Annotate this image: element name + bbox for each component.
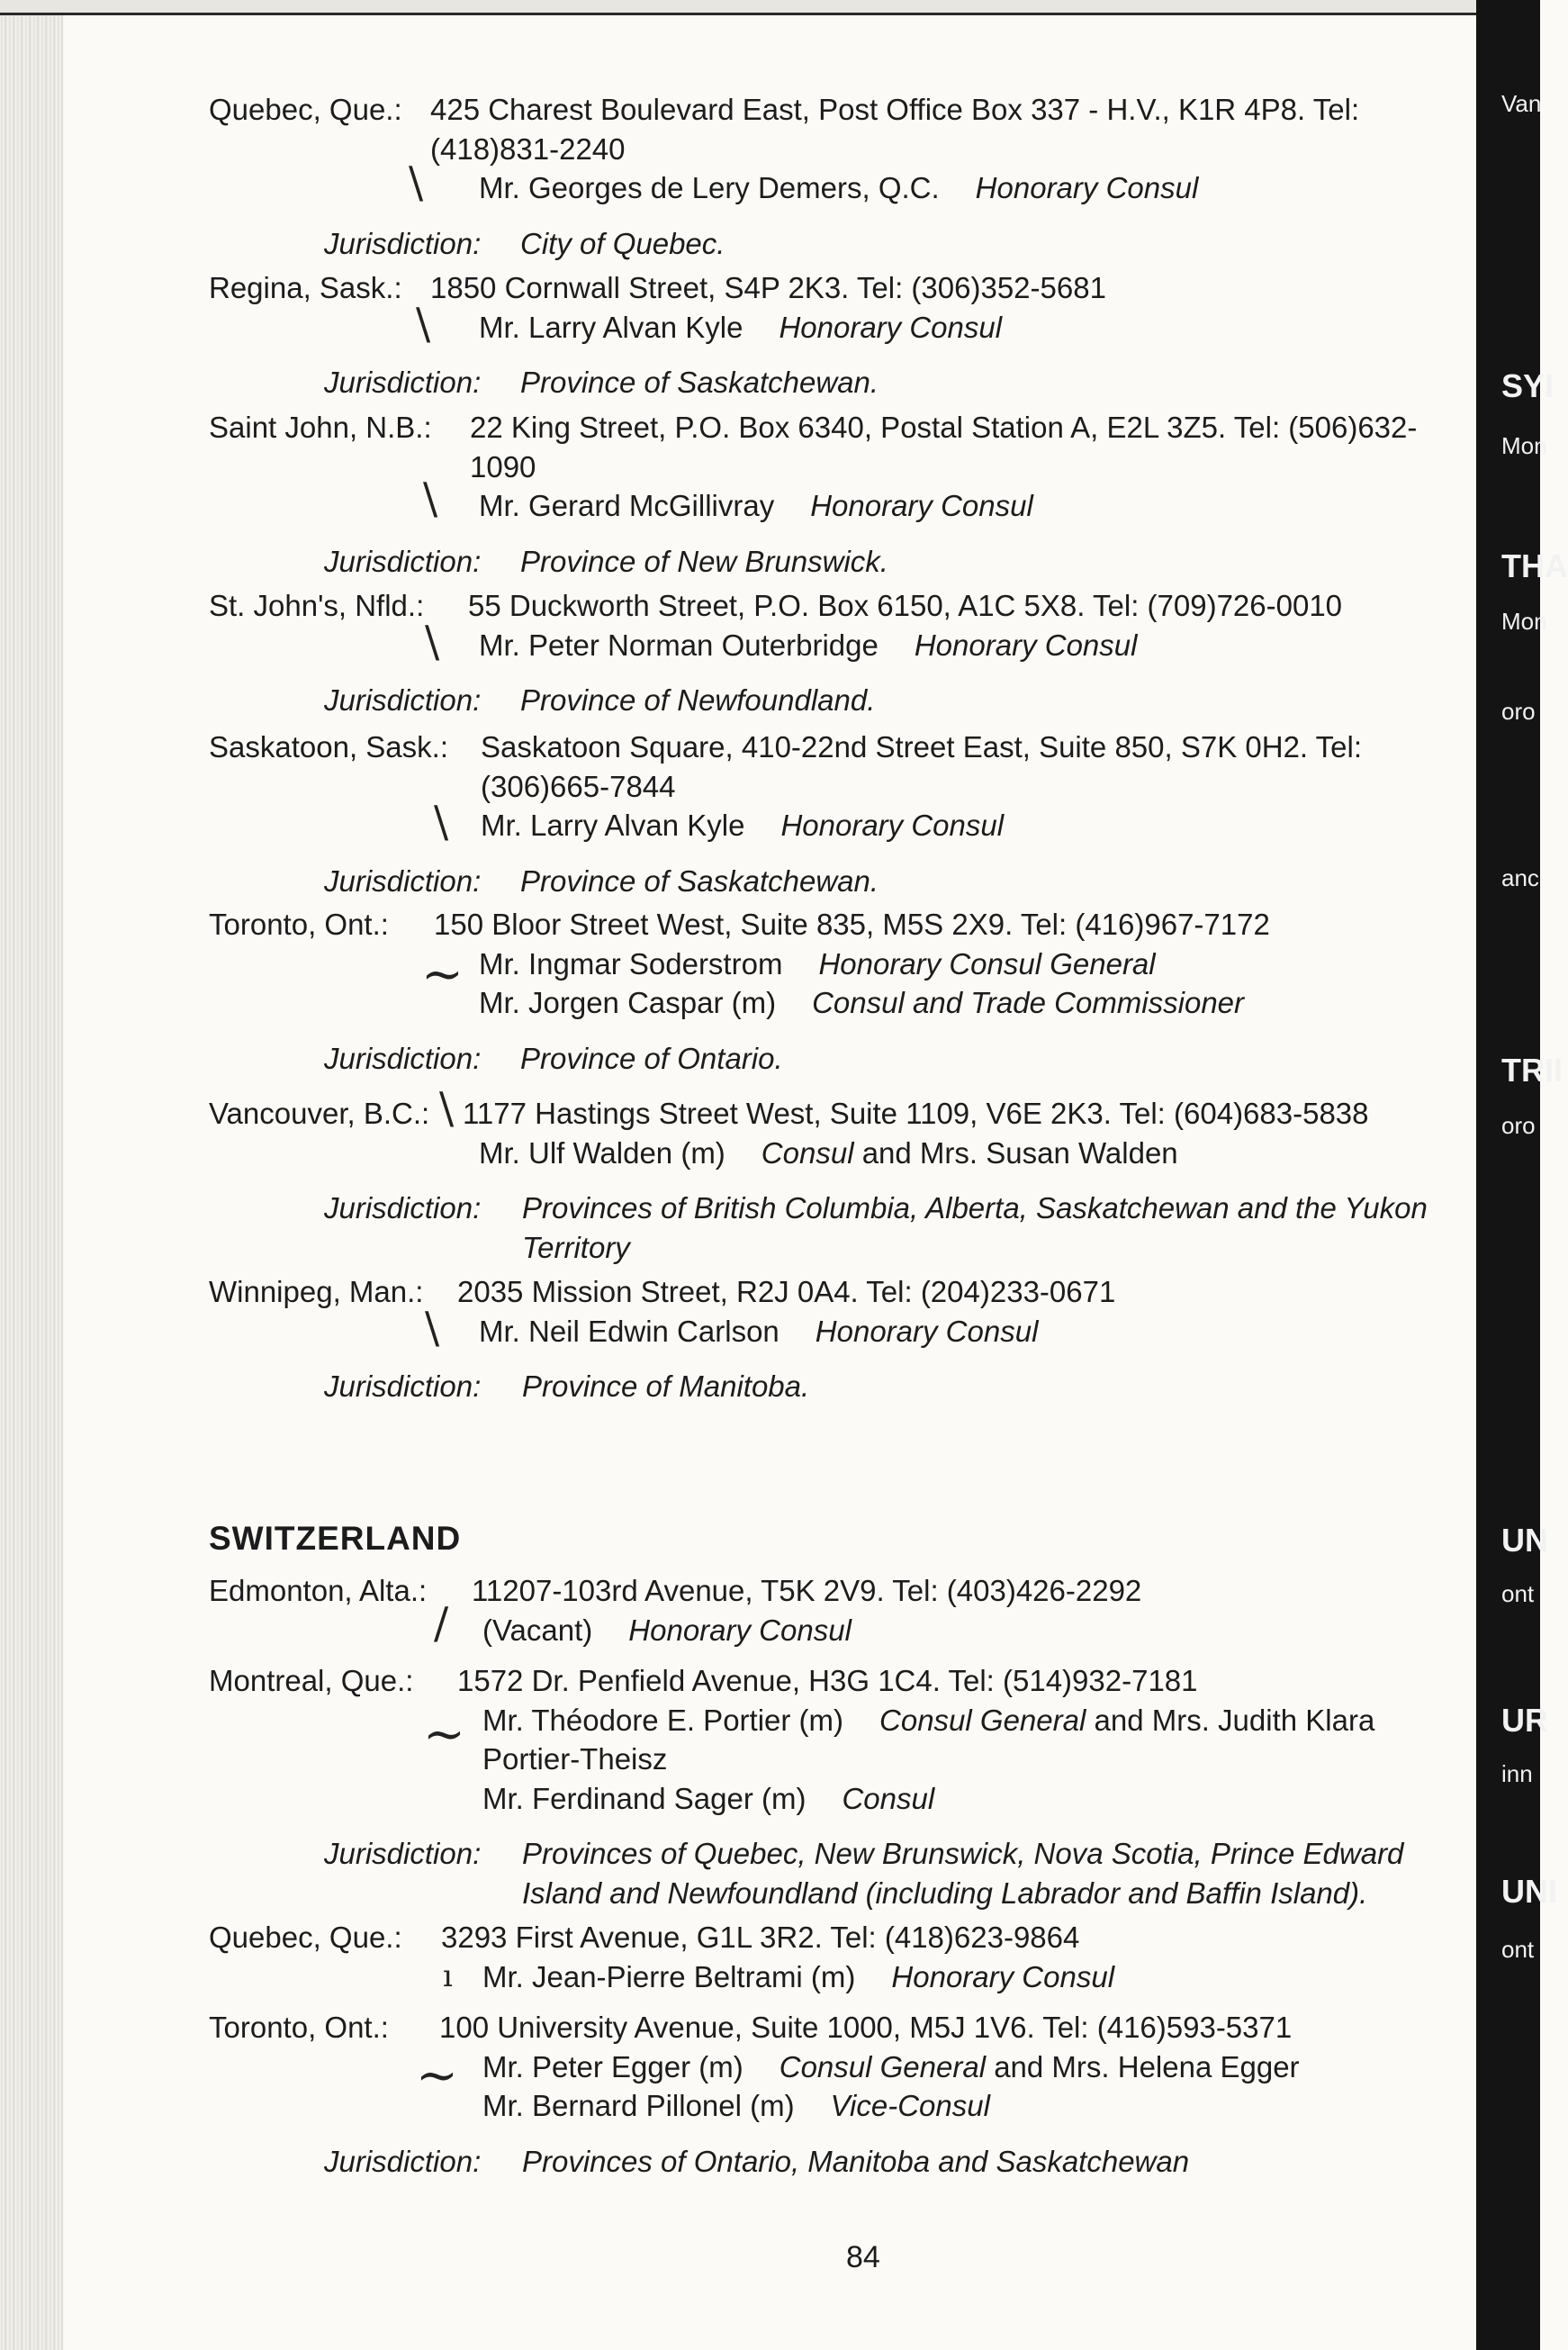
margin-fragment: inn [1501, 1760, 1533, 1787]
jurisdiction-line [324, 1039, 1464, 1079]
person-name: (Vacant) [482, 1613, 593, 1647]
consulate-entry [209, 90, 1464, 263]
person-extra: and Mrs. Susan Walden [861, 1135, 1178, 1170]
consul-person [416, 2046, 1464, 2105]
jurisdiction-label: Jurisdiction: [324, 1191, 482, 1225]
consul-person [434, 1597, 1464, 1650]
top-border [0, 0, 1494, 15]
person-title: Consul [761, 1135, 854, 1170]
handwritten-tick-mark: ı [443, 1957, 453, 1994]
consulate-entry [209, 1083, 1464, 1267]
person-name: Mr. Peter Norman Outerbridge [479, 628, 879, 662]
jurisdiction-value: Province of Ontario. [520, 1041, 783, 1075]
margin-fragment: oro [1501, 1112, 1536, 1139]
consulate-entry [209, 408, 1464, 581]
entry-city: Montreal, Que.: [209, 1664, 414, 1697]
person-title: Honorary Consul [914, 628, 1138, 662]
jurisdiction-label: Jurisdiction: [324, 544, 482, 578]
jurisdiction-label: Jurisdiction: [324, 1837, 482, 1871]
consul-person [423, 474, 1464, 526]
handwritten-bracket-mark: ~ [421, 945, 464, 1004]
consul-person [434, 797, 1464, 848]
handwritten-tick-mark: \ [416, 298, 431, 349]
consul-person [425, 1302, 1464, 1353]
jurisdiction-value: Province of Saskatchewan. [520, 863, 879, 898]
consul-person [416, 298, 1464, 349]
entry-address: Saskatoon Square, 410-22nd Street East, Suite 850, S7K 0H2. Tel: (306)665-7844 [481, 730, 1363, 803]
handwritten-bracket-mark: ~ [416, 2046, 458, 2105]
margin-fragment: ont [1501, 1936, 1535, 1963]
person-name: Mr. Ingmar Soderstrom [479, 946, 783, 981]
entry-city: Saskatoon, Sask.: [209, 730, 448, 764]
handwritten-tick-mark: \ [425, 1302, 440, 1353]
entry-city: Quebec, Que.: [209, 93, 402, 126]
entry-city: Vancouver, B.C.: [209, 1097, 430, 1130]
person-title: Consul General [879, 1703, 1086, 1737]
entry-address: 11207-103rd Avenue, T5K 2V9. Tel: (403)426-2292 [472, 1574, 1142, 1607]
jurisdiction-line [324, 363, 1464, 402]
jurisdiction-label: Jurisdiction: [324, 226, 482, 260]
consulate-entry [209, 1661, 1464, 1912]
entry-address: 3293 First Avenue, G1L 3R2. Tel: (418)623-9864 [441, 1921, 1080, 1954]
entry-city: Winnipeg, Man.: [209, 1275, 424, 1308]
jurisdiction-label: Jurisdiction: [324, 366, 482, 400]
consul-person [482, 2086, 1464, 2126]
entry-address: 100 University Avenue, Suite 1000, M5J 1V6. Tel: (416)593-5371 [439, 2011, 1293, 2044]
person-extra: and Mrs. Helena Egger [994, 2049, 1300, 2083]
consulate-entry [209, 2008, 1464, 2181]
handwritten-tick-mark: / [434, 1597, 449, 1649]
entry-city: St. John's, Nfld.: [209, 589, 425, 622]
handwritten-tick-mark: \ [423, 474, 438, 525]
person-name: Mr. Larry Alvan Kyle [479, 310, 743, 344]
person-name: Mr. Neil Edwin Carlson [479, 1314, 779, 1348]
person-title: Honorary Consul [628, 1613, 852, 1647]
section-heading-switzerland: SWITZERLAND [209, 1520, 462, 1557]
consulate-entry [209, 1918, 1464, 1996]
margin-fragment: Van [1501, 90, 1542, 117]
jurisdiction-label: Jurisdiction: [324, 683, 482, 718]
scanned-page-left-edge [0, 0, 63, 2350]
jurisdiction-value: City of Quebec. [520, 226, 725, 260]
margin-fragment: Mon [1501, 432, 1547, 459]
jurisdiction-line [324, 542, 1464, 582]
person-title: Vice-Consul [830, 2089, 990, 2123]
adjacent-page-strip [1476, 0, 1568, 2350]
consulate-entry [209, 1571, 1464, 1650]
entry-address: 1850 Cornwall Street, S4P 2K3. Tel: (306)352-5681 [430, 271, 1106, 304]
jurisdiction-line [324, 681, 1464, 720]
person-name: Mr. Ulf Walden (m) [479, 1135, 725, 1170]
entry-city: Saint John, N.B.: [209, 411, 432, 444]
margin-fragment: SYI [1501, 367, 1554, 404]
margin-fragment: UN [1501, 1522, 1548, 1559]
jurisdiction-line [324, 2142, 1464, 2182]
person-name: Mr. Larry Alvan Kyle [481, 809, 745, 843]
consul-person [479, 983, 1464, 1023]
person-title: Consul and Trade Commissioner [812, 986, 1245, 1020]
jurisdiction-label: Jurisdiction: [324, 1369, 482, 1404]
consulate-entry [209, 728, 1464, 900]
entry-city: Edmonton, Alta.: [209, 1574, 428, 1607]
consulate-entry [209, 586, 1464, 720]
entry-city: Toronto, Ont.: [209, 2011, 389, 2044]
person-title: Honorary Consul [810, 489, 1033, 523]
person-title: Honorary Consul [779, 310, 1003, 344]
person-name: Mr. Théodore E. Portier (m) [482, 1703, 844, 1737]
jurisdiction-label: Jurisdiction: [324, 2144, 482, 2178]
entry-city: Quebec, Que.: [209, 1921, 402, 1954]
person-title: Honorary Consul General [818, 946, 1156, 981]
margin-fragment: UNI [1501, 1873, 1557, 1910]
person-title: Honorary Consul [780, 809, 1005, 843]
entry-address: 425 Charest Boulevard East, Post Office Box 337 - H.V., K1R 4P8. Tel: (418)831-2240 [430, 93, 1360, 166]
jurisdiction-value: Province of Manitoba. [522, 1369, 810, 1404]
person-title: Honorary Consul [891, 1959, 1115, 1993]
handwritten-tick-mark: \ [425, 616, 440, 667]
consul-person [443, 1957, 1464, 1997]
jurisdiction-value: Provinces of Ontario, Manitoba and Saskatchewan [522, 2144, 1190, 2178]
jurisdiction-value: Provinces of British Columbia, Alberta, Saskatchewan and the Yukon Territory [522, 1191, 1428, 1264]
margin-fragment: anc [1501, 864, 1539, 891]
margin-fragment: Mon [1501, 608, 1547, 635]
entry-address: 22 King Street, P.O. Box 6340, Postal Station A, E2L 3Z5. Tel: (506)632-1090 [470, 411, 1418, 484]
handwritten-tick-mark: \ [434, 797, 449, 848]
consulate-entry [209, 905, 1464, 1078]
margin-fragment: THA [1501, 547, 1568, 584]
consul-person [482, 1779, 1464, 1819]
page-number: 84 [846, 2240, 880, 2274]
consul-person [479, 1134, 1464, 1173]
person-name: Mr. Peter Egger (m) [482, 2049, 743, 2083]
jurisdiction-value: Province of Newfoundland. [520, 683, 876, 718]
entry-city: Regina, Sask.: [209, 271, 402, 304]
entry-address: 2035 Mission Street, R2J 0A4. Tel: (204)233-0671 [457, 1275, 1116, 1308]
margin-fragment: ont [1501, 1580, 1535, 1607]
handwritten-tick-mark: \ [409, 158, 424, 209]
jurisdiction-line [324, 1189, 1464, 1267]
person-name: Mr. Bernard Pillonel (m) [482, 2089, 795, 2123]
person-title: Honorary Consul [815, 1314, 1039, 1348]
consul-person [409, 158, 1464, 209]
jurisdiction-line [324, 1367, 1464, 1406]
handwritten-tick-mark: \ [439, 1083, 455, 1134]
jurisdiction-value: Province of Saskatchewan. [520, 366, 879, 400]
person-name: Mr. Gerard McGillivray [479, 489, 775, 523]
consul-person [423, 1701, 1464, 1779]
margin-fragment: oro [1501, 698, 1536, 725]
consul-person [425, 616, 1464, 667]
person-name: Mr. Georges de Lery Demers, Q.C. [479, 171, 940, 205]
person-title: Consul General [779, 2049, 987, 2083]
jurisdiction-value: Province of New Brunswick. [520, 544, 888, 578]
consulate-entry [209, 268, 1464, 402]
entry-address: 55 Duckworth Street, P.O. Box 6150, A1C 5X8. Tel: (709)726-0010 [468, 589, 1343, 622]
handwritten-bracket-mark: ~ [423, 1704, 465, 1764]
margin-fragment: TRII [1501, 1052, 1563, 1089]
entry-address: 150 Bloor Street West, Suite 835, M5S 2X9. Tel: (416)967-7172 [434, 908, 1270, 941]
entry-address-text: 1177 Hastings Street West, Suite 1109, V6E 2K3. Tel: (604)683-5838 [463, 1097, 1369, 1130]
person-name: Mr. Jean-Pierre Beltrami (m) [482, 1959, 856, 1993]
entry-city: Toronto, Ont.: [209, 908, 389, 941]
jurisdiction-line [324, 224, 1464, 264]
person-name: Mr. Ferdinand Sager (m) [482, 1781, 807, 1815]
entry-address [439, 1083, 1464, 1134]
person-title: Honorary Consul [975, 171, 1199, 205]
jurisdiction-value: Provinces of Quebec, New Brunswick, Nova Scotia, Prince Edward Island and Newfoundland (including Labrador and Baffin Island). [522, 1837, 1404, 1910]
jurisdiction-line [324, 862, 1464, 901]
jurisdiction-line [324, 1834, 1464, 1912]
jurisdiction-label: Jurisdiction: [324, 1041, 482, 1075]
consulate-entry [209, 1272, 1464, 1406]
person-extra: and Mrs. Judith Klara Portier-Theisz [482, 1703, 1375, 1776]
person-title: Consul [842, 1781, 935, 1815]
person-name: Mr. Jorgen Caspar (m) [479, 986, 777, 1020]
margin-fragment: UR [1501, 1702, 1548, 1739]
entry-address: 1572 Dr. Penfield Avenue, H3G 1C4. Tel: (514)932-7181 [457, 1664, 1198, 1697]
jurisdiction-label: Jurisdiction: [324, 863, 482, 898]
